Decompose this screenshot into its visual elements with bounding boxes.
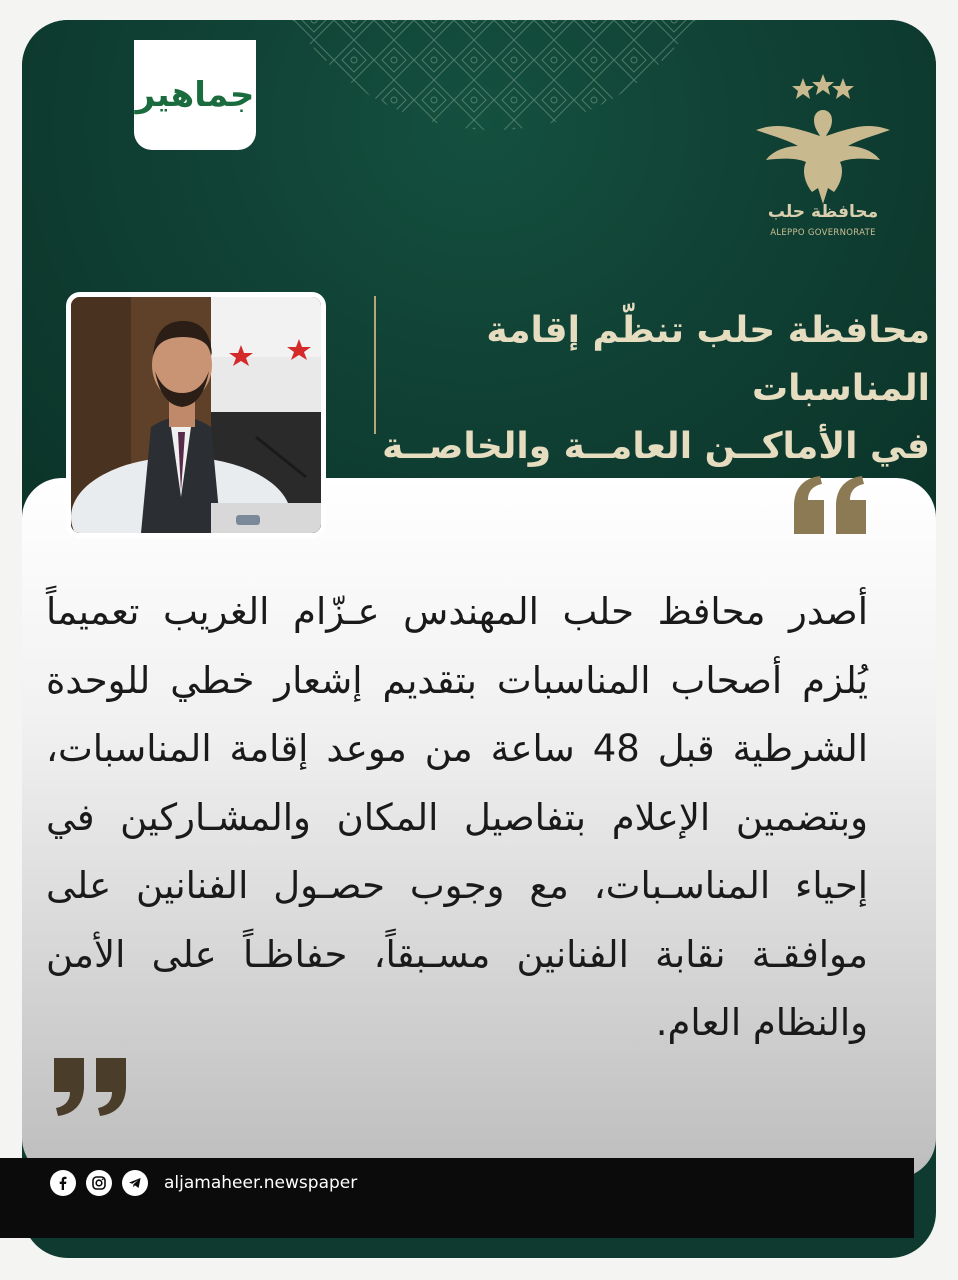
jamaheer-logo [134, 40, 256, 150]
quote-body-text: أصدر محافظ حلب المهندس عـزّام الغريب تعميماً يُلزم أصحاب المناسبات بتقديم إشعار خطي للوحدة الشرطية قبل 48 ساعة من موعد إقامة المناسبات، وبتضمين الإعلام بتفاصيل المكان والمشـاركين في إحياء المناسـبات، مع وجوب حصـول الفنانين على موافقـة نقابة الفنانين مسـبقاً، حفاظـاً على الأمن والنظام العام. [46, 590, 868, 1044]
governor-photo-illustration [71, 297, 321, 533]
social-links [50, 1168, 357, 1198]
headline-divider [374, 296, 376, 434]
facebook-icon[interactable] [50, 1170, 76, 1196]
social-handle[interactable]: aljamaheer.newspaper [164, 1173, 358, 1193]
close-quote-icon [44, 1050, 134, 1120]
islamic-pattern-decoration [254, 20, 734, 130]
headline-line-2: في الأماكــن العامــة والخاصــة [382, 426, 930, 467]
open-quote-icon [786, 472, 876, 542]
eagle-emblem-icon [748, 70, 898, 210]
headline [382, 302, 930, 476]
logo-text: جماهير [135, 75, 255, 115]
governorate-name-ar: محافظة حلب [767, 202, 879, 222]
headline-line-1: محافظة حلب تنظّم إقامة المناسبات [486, 310, 930, 409]
instagram-icon[interactable] [86, 1170, 112, 1196]
governorate-name-en: ALEPPO GOVERNORATE [770, 228, 876, 238]
governor-photo [66, 292, 326, 538]
telegram-icon[interactable] [122, 1170, 148, 1196]
